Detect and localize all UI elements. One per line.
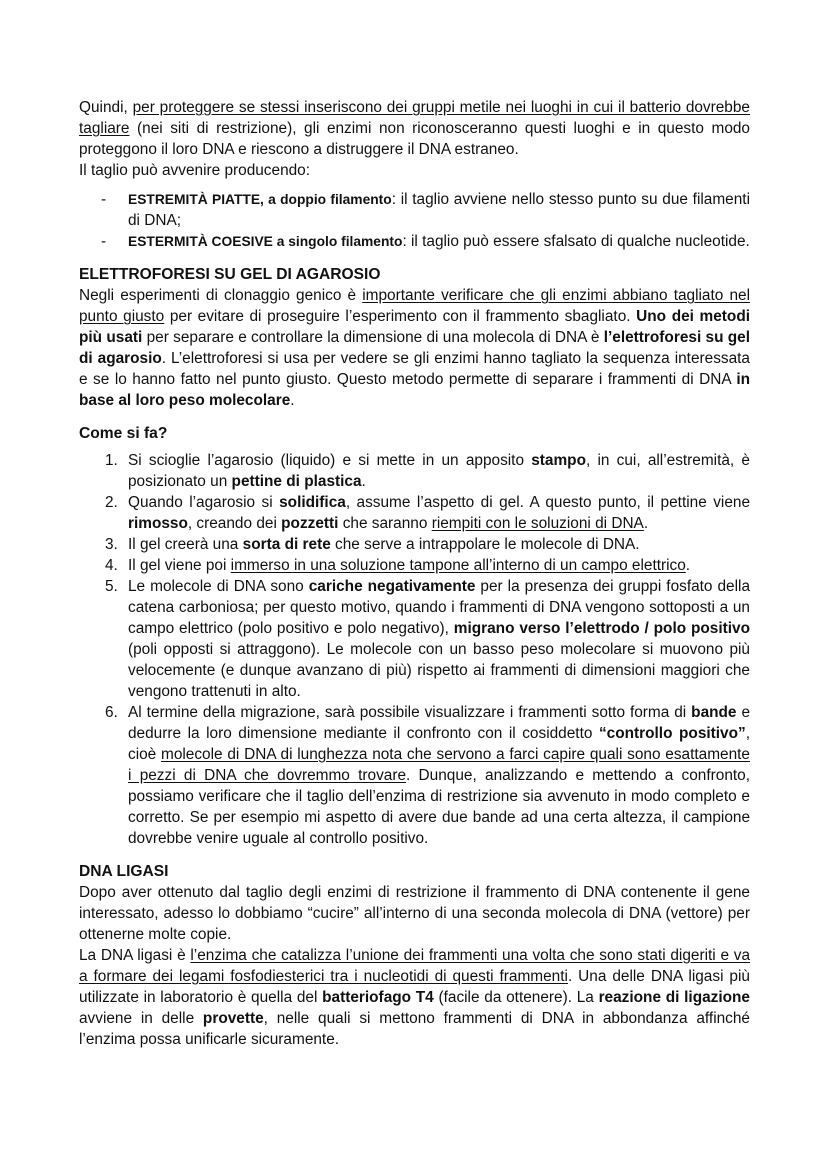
list-item bbox=[79, 576, 750, 702]
bold-text: bande bbox=[691, 704, 737, 721]
bold-text: l’elettroforesi su gel di agarosio bbox=[79, 329, 751, 367]
bold-text: sorta di rete bbox=[242, 536, 331, 553]
underlined-text: l’enzima che catalizza l’unione dei frammenti una volta che sono stati digeriti e va a formare dei legami fosfodiesterici tra i nucleotidi di questi frammenti bbox=[79, 947, 751, 985]
bold-text: ESTREMITÀ PIATTE, a doppio filamento bbox=[128, 192, 392, 207]
bold-text: in base al loro peso molecolare bbox=[79, 371, 750, 409]
text: , nelle quali si mettono frammenti di DNA in abbondanza affinché l’enzima possa unificarle sicuramente. bbox=[79, 1010, 750, 1048]
text: , cioè bbox=[128, 725, 750, 763]
text: , assume l’aspetto di gel. A questo punto, il pettine viene bbox=[345, 494, 750, 511]
bold-text: pettine di plastica bbox=[231, 473, 362, 490]
bold-text: reazione di ligazione bbox=[598, 989, 750, 1006]
list-item bbox=[79, 189, 750, 231]
text: per separare e controllare la dimensione di una molecola di DNA è bbox=[142, 329, 604, 346]
text: per evitare di proseguire l’esperimento con il frammento sbagliato. bbox=[164, 308, 637, 325]
cut-types-list bbox=[79, 189, 750, 252]
underlined-text: importante verificare che gli enzimi abbiano tagliato nel punto giusto bbox=[79, 287, 750, 325]
text: Il gel creerà una bbox=[128, 536, 243, 553]
bold-text: rimosso bbox=[128, 515, 188, 532]
text: Quando l’agarosio si bbox=[128, 494, 280, 511]
underlined-text: molecole di DNA di lunghezza nota che servono a farci capire quali sono esattamente i pezzi di DNA che dovremmo trovare bbox=[128, 746, 750, 784]
intro-paragraph bbox=[79, 97, 750, 160]
text: Le molecole di DNA sono bbox=[128, 578, 309, 595]
text: (poli opposti si attraggono). Le molecole con un basso peso molecolare si muovono più velocemente (e dunque avanzano di più) rispetto ai frammenti di dimensioni maggiori che vengono trattenuti in alto. bbox=[128, 641, 750, 700]
text: . bbox=[361, 473, 366, 490]
section-heading-how: Come si fa? bbox=[79, 425, 168, 442]
text: che saranno bbox=[338, 515, 432, 532]
text: e dedurre la loro dimensione mediante il confronto con il cosiddetto bbox=[128, 704, 751, 742]
dash-bullet: - bbox=[101, 233, 107, 250]
text: . bbox=[685, 557, 691, 574]
step-number: 1. bbox=[105, 452, 118, 469]
text: che serve a intrappolare le molecole di DNA. bbox=[330, 536, 640, 553]
text: La DNA ligasi è bbox=[79, 947, 191, 964]
bold-text: cariche negativamente bbox=[308, 578, 476, 595]
list-item bbox=[79, 231, 750, 252]
list-item bbox=[79, 492, 750, 534]
text: Negli esperimenti di clonaggio genico è bbox=[79, 287, 363, 304]
text: : il taglio può essere sfalsato di qualche nucleotide. bbox=[402, 233, 750, 250]
text: , creando dei bbox=[187, 515, 282, 532]
text: per la presenza dei gruppi fosfato della catena carboniosa; per questo motivo, quando i frammenti di DNA vengono sottoposti a un campo elettrico (polo positivo e polo negativo), bbox=[128, 578, 751, 637]
text: . Una delle DNA ligasi più utilizzate in laboratorio è quella del bbox=[79, 968, 750, 1006]
list-item bbox=[79, 450, 750, 492]
section-heading-ligase: DNA LIGASI bbox=[79, 863, 169, 880]
step-number: 5. bbox=[105, 578, 118, 595]
step-number: 2. bbox=[105, 494, 118, 511]
document-page bbox=[79, 97, 750, 1050]
text: (nei siti di restrizione), gli enzimi non riconosceranno questi luoghi e in questo modo proteggono il loro DNA e riescono a distruggere il DNA estraneo. bbox=[79, 120, 750, 158]
underlined-text: per proteggere se stessi inseriscono dei gruppi metile nei luoghi in cui il batterio dovrebbe tagliare bbox=[79, 99, 750, 137]
electrophoresis-paragraph bbox=[79, 285, 750, 411]
text: , in cui, all’estremità, è posizionato un bbox=[128, 452, 750, 490]
bold-text: “controllo positivo” bbox=[598, 725, 746, 742]
bold-text: migrano verso l’elettrodo / polo positivo bbox=[453, 620, 750, 637]
ligase-paragraph-2 bbox=[79, 945, 750, 1050]
text: avviene in delle bbox=[79, 1010, 203, 1027]
list-item bbox=[79, 702, 750, 849]
underlined-text: riempiti con le soluzioni di DNA bbox=[431, 515, 644, 532]
text: Si scioglie l’agarosio (liquido) e si mette in un apposito bbox=[128, 452, 532, 469]
text: (facile da ottenere). La bbox=[433, 989, 599, 1006]
bold-text: Uno dei metodi più usati bbox=[79, 308, 750, 346]
bold-text: batteriofago T4 bbox=[322, 989, 434, 1006]
text: Quindi, bbox=[79, 99, 133, 116]
text: . Dunque, analizzando e mettendo a confronto, possiamo verificare che il taglio dell’enzima di restrizione sia avvenuto in modo completo e corretto. Se per esempio mi aspetto di avere due bande ad una certa altezza, il campione dovrebbe venire uguale al controllo positivo. bbox=[128, 767, 750, 847]
bold-text: solidifica bbox=[279, 494, 346, 511]
text: Al termine della migrazione, sarà possibile visualizzare i frammenti sotto forma di bbox=[128, 704, 692, 721]
text: . L’elettroforesi si usa per vedere se gli enzimi hanno tagliato la sequenza interessata e se lo hanno fatto nel punto giusto. Questo metodo permette di separare i frammenti di DNA bbox=[79, 350, 750, 388]
bold-text: provette bbox=[202, 1010, 264, 1027]
dash-bullet: - bbox=[101, 191, 107, 208]
text: Il gel viene poi bbox=[128, 557, 231, 574]
underlined-text: immerso in una soluzione tampone all’interno di un campo elettrico bbox=[230, 557, 686, 574]
bold-text: stampo bbox=[531, 452, 586, 469]
bold-text: pozzetti bbox=[281, 515, 339, 532]
text: : il taglio avviene nello stesso punto su due filamenti di DNA; bbox=[128, 191, 750, 229]
list-item bbox=[79, 555, 750, 576]
text: . bbox=[290, 392, 295, 409]
step-number: 6. bbox=[105, 704, 118, 721]
step-number: 4. bbox=[105, 557, 118, 574]
section-heading-electrophoresis: ELETTROFORESI SU GEL DI AGAROSIO bbox=[79, 266, 381, 283]
step-number: 3. bbox=[105, 536, 118, 553]
bold-text: ESTERMITÀ COESIVE a singolo filamento bbox=[128, 234, 403, 249]
steps-list bbox=[79, 450, 750, 849]
list-item bbox=[79, 534, 750, 555]
ligase-paragraph-1: Dopo aver ottenuto dal taglio degli enzimi di restrizione il frammento di DNA contenente il gene interessato, adesso lo dobbiamo “cucire” all’interno di una seconda molecola di DNA (vettore) per ottenerne molte copie. bbox=[79, 884, 750, 943]
text: . bbox=[643, 515, 649, 532]
intro-line: Il taglio può avvenire producendo: bbox=[79, 162, 311, 179]
